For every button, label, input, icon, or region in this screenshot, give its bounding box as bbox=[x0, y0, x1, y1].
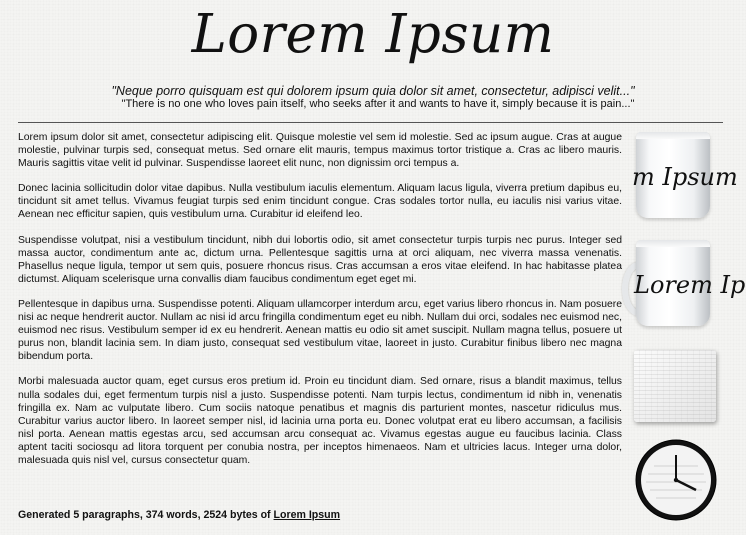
paragraph: Donec lacinia sollicitudin dolor vitae dapibus. Nulla vestibulum iaculis elementum. Aliquam lacus ligula, viverra pretium dapibus eu, tincidunt sit amet tellus. Vivamus feugiat turpis sed enim tincidunt congue. Cras sodales tortor nulla, eu iaculis nisi varius vitae. Aenean nec efficitur sapien, quis vestibulum urna. Curabitur id eleifend leo. bbox=[18, 183, 622, 221]
fabric-swatch-icon[interactable] bbox=[634, 350, 716, 422]
lorem-text bbox=[18, 131, 622, 479]
product-mug-front[interactable] bbox=[630, 128, 738, 224]
paragraph: Lorem ipsum dolor sit amet, consectetur adipiscing elit. Quisque molestie vel sem id molestie. Sed ac ipsum augue. Cras at augue molestie, pulvinar turpis sed, consequat metus. Sed ornare elit mauris, tempus maximus tortor tristique a. Cras ac libero mauris. Mauris sagittis vitae velit id pulvinar. Suspendisse laoreet elit nunc, non dignissim orci tempus a. bbox=[18, 132, 622, 170]
wall-clock-icon[interactable] bbox=[634, 438, 718, 522]
mug-print-text: m Ipsum bbox=[632, 163, 738, 191]
paragraph: Suspendisse volutpat, nisi a vestibulum tincidunt, nibh dui lobortis odio, sit amet consectetur turpis turpis nec purus. Integer sed massa auctor, condimentum ante ac, dictum urna. Pellentesque sagittis urna at orci aliquam, nec viverra massa venenatis. Phasellus neque ligula, tempor ut sem quis, posuere rhoncus risus. Cras accumsan a eros vitae eleifend. In hac habitasse platea dictumst. Aliquam scelerisque urna convallis diam faucibus condimentum eget eget mi. bbox=[18, 234, 622, 285]
product-mug-side[interactable] bbox=[630, 236, 746, 332]
paragraph: Morbi malesuada auctor quam, eget cursus eros pretium id. Proin eu tincidunt diam. Sed ornare, risus a blandit maximus, tellus nulla sodales dui, eget fermentum turpis nisl a justo. Suspendisse potenti. Nam turpis lectus, condimentum id nibh in, venenatis fringilla ex. Nam ac vulputate libero. Cum sociis natoque penatibus et magnis dis parturient montes, nascetur ridiculus mus. Curabitur varius auctor libero. In laoreet semper nisl, id lacinia urna porta eu. Donec volutpat erat eu libero accumsan, a facilisis nisl porta. Aenean mattis egestas arcu, sed accumsan arcu consequat ac. Vivamus egestas augue eu faucibus lacinia. Class aptent taciti sociosqu ad litora torquent per conubia nostra, per inceptos himenaeos. Nam et ultricies lacus. Integer urna dolor, malesuada quis nisl vel, cursus consectetur quam. bbox=[18, 376, 622, 466]
paragraph: Pellentesque in dapibus urna. Suspendisse potenti. Aliquam ullamcorper interdum arcu, eget varius libero rhoncus in. Nam posuere nisi ac neque hendrerit auctor. Nullam ac nisi id arcu fringilla condimentum eget eu nibh. Nullam dui orci, sodales nec euismod nec, euismod nec risus. Vestibulum semper id ex eu hendrerit. Aenean mattis eu odio sit amet suscipit. Nullam magna tellus, posuere ut purus non, blandit lacinia sem. In diam justo, consequat sed vestibulum vitae, laoreet in justo. Curabitur finibus libero nec magna bibendum porta. bbox=[18, 298, 622, 363]
divider bbox=[18, 122, 723, 123]
coffee-mug-icon bbox=[634, 240, 746, 326]
latin-quote: "Neque porro quisquam est qui dolorem ipsum quia dolor sit amet, consectetur, adipisci velit..." bbox=[111, 84, 635, 98]
mug-print-text: Lorem Ip bbox=[634, 271, 746, 299]
generation-summary bbox=[18, 509, 622, 521]
lorem-ipsum-link[interactable]: Lorem Ipsum bbox=[273, 509, 341, 521]
coffee-mug-icon bbox=[632, 132, 738, 218]
summary-text: Generated 5 paragraphs, 374 words, 2524 bytes of bbox=[18, 509, 274, 521]
quote-translation: "There is no one who loves pain itself, who seeks after it and wants to have it, simply because it is pain..." bbox=[121, 98, 635, 110]
page-title: Lorem Ipsum bbox=[191, 4, 555, 65]
